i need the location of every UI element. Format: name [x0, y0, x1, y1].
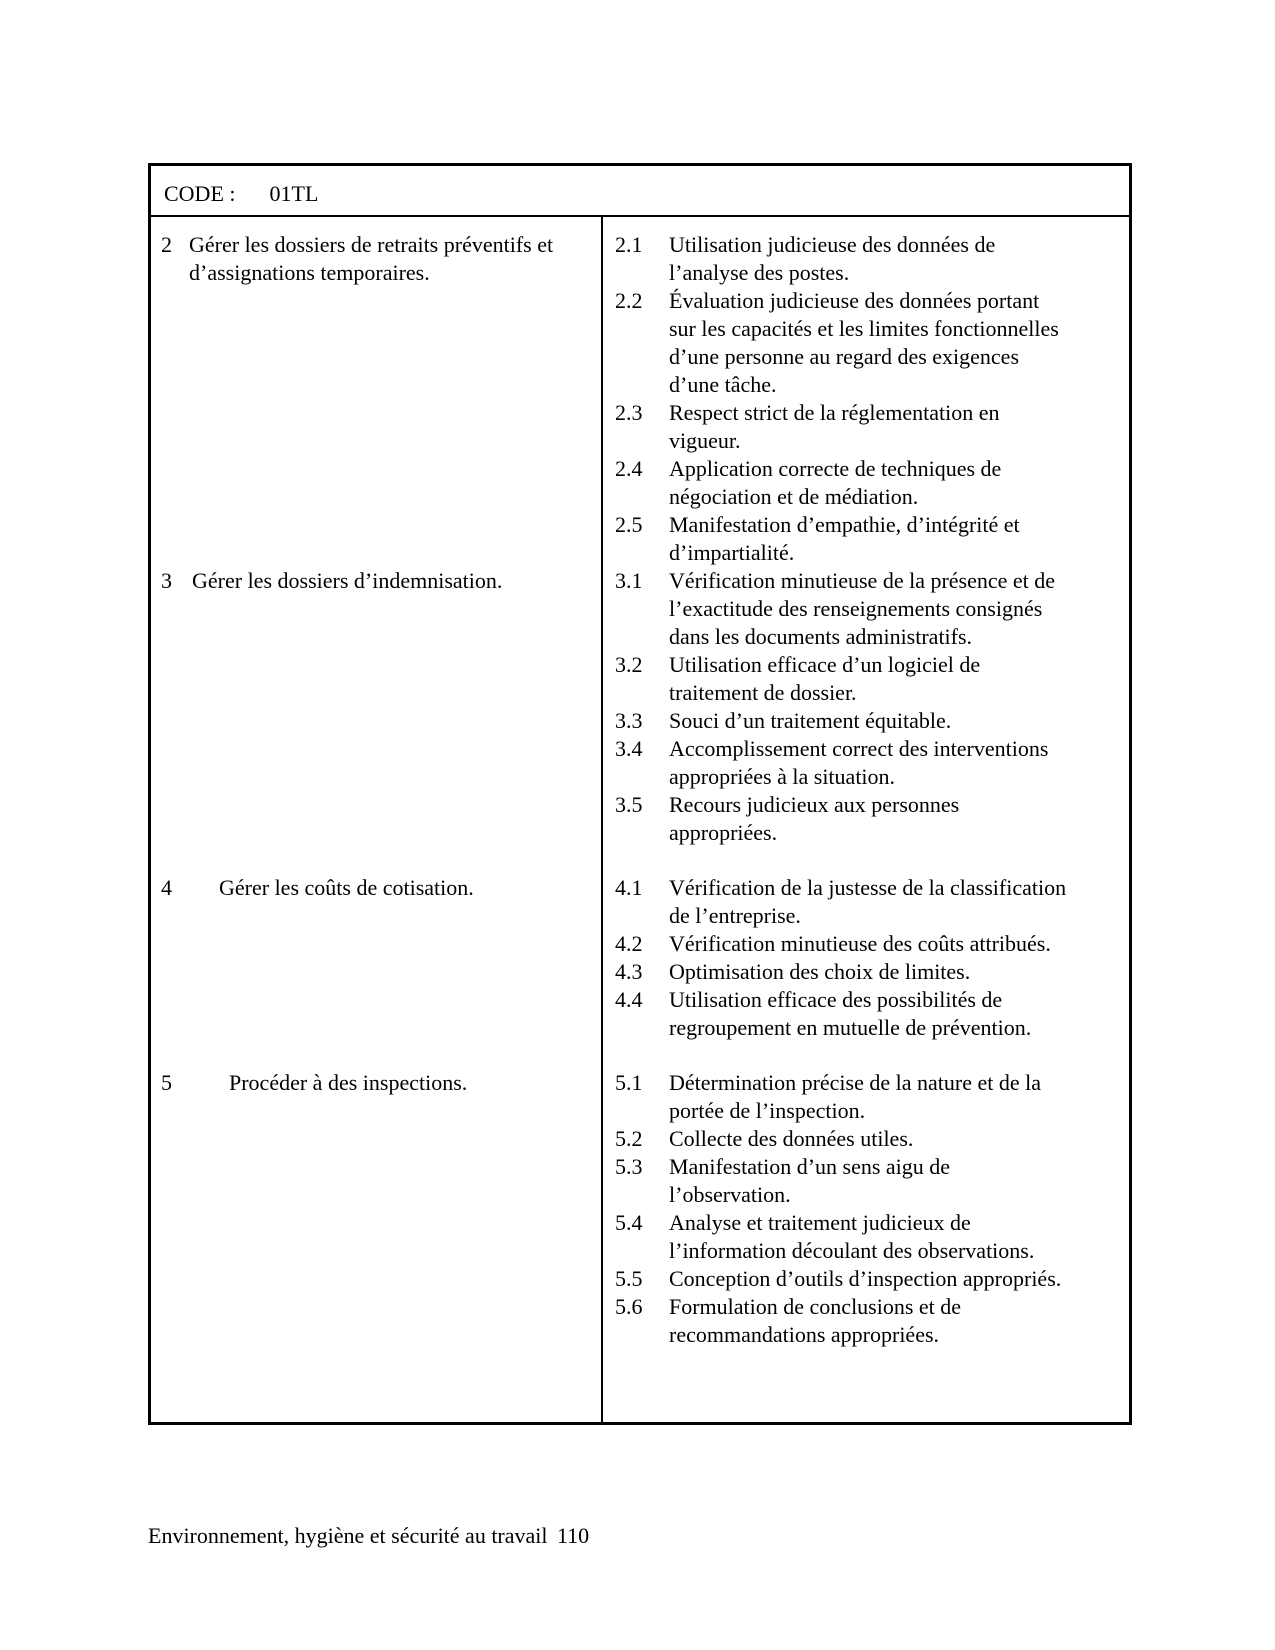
criterion-number: 3.4 — [615, 736, 643, 761]
criterion-number: 4.4 — [615, 987, 643, 1012]
criterion-text: Utilisation efficace d’un logiciel de traitement de dossier. — [669, 652, 981, 705]
criterion-text: Détermination précise de la nature et de la portée de l’inspection. — [669, 1070, 1041, 1123]
objective-text: Gérer les dossiers de retraits préventifs et d’assignations temporaires. — [189, 232, 554, 285]
criterion-item — [615, 1293, 1070, 1349]
criteria-cell — [601, 847, 1129, 1042]
criterion-number: 3.2 — [615, 652, 643, 677]
code-header-row — [151, 166, 1129, 217]
criterion-number: 3.3 — [615, 708, 643, 733]
criterion-number: 2.3 — [615, 400, 643, 425]
criterion-item — [615, 735, 1070, 791]
objective-cell — [151, 847, 601, 1042]
criterion-item — [615, 1153, 1070, 1209]
criterion-item — [615, 1069, 1070, 1125]
criterion-number: 5.4 — [615, 1210, 643, 1235]
criterion-text: Vérification minutieuse de la présence et de l’exactitude des renseignements consignés dans les documents administratifs. — [669, 568, 1056, 649]
right-column-filler — [601, 1349, 1129, 1422]
criterion-text: Analyse et traitement judicieux de l’information découlant des observations. — [669, 1210, 1035, 1263]
criterion-text: Formulation de conclusions et de recommandations appropriées. — [669, 1294, 962, 1347]
criterion-item — [615, 930, 1070, 958]
criterion-number: 4.1 — [615, 875, 643, 900]
criterion-text: Respect strict de la réglementation en vigueur. — [669, 400, 1000, 453]
criterion-number: 4.2 — [615, 931, 643, 956]
criterion-item — [615, 399, 1070, 455]
criterion-text: Collecte des données utiles. — [669, 1126, 914, 1151]
criterion-text: Accomplissement correct des interventions appropriées à la situation. — [669, 736, 1049, 789]
code-value: 01TL — [269, 181, 319, 206]
criterion-number: 2.1 — [615, 232, 643, 257]
criterion-number: 5.3 — [615, 1154, 643, 1179]
criteria-cell — [601, 567, 1129, 847]
criterion-number: 3.1 — [615, 568, 643, 593]
objective-text: Gérer les coûts de cotisation. — [219, 875, 474, 900]
criterion-text: Application correcte de techniques de négociation et de médiation. — [669, 456, 1002, 509]
criterion-number: 2.5 — [615, 512, 643, 537]
objective-number: 3 — [161, 568, 172, 593]
objective-cell — [151, 217, 601, 567]
criterion-item — [615, 707, 1070, 735]
criterion-text: Évaluation judicieuse des données portant sur les capacités et les limites fonctionnelles d’une personne au regard des exigences d’une tâche. — [669, 288, 1059, 397]
criterion-text: Optimisation des choix de limites. — [669, 959, 971, 984]
criterion-text: Vérification minutieuse des coûts attribués. — [669, 931, 1051, 956]
criterion-text: Conception d’outils d’inspection appropriés. — [669, 1266, 1062, 1291]
criteria-cell — [601, 1042, 1129, 1349]
criterion-number: 5.1 — [615, 1070, 643, 1095]
criterion-item — [615, 986, 1070, 1042]
objective-number: 2 — [161, 232, 172, 257]
criterion-item — [615, 567, 1070, 651]
criterion-item — [615, 874, 1070, 930]
criterion-text: Utilisation efficace des possibilités de regroupement en mutuelle de prévention. — [669, 987, 1032, 1040]
objective-number: 4 — [161, 875, 172, 900]
table-body — [151, 217, 1129, 1422]
criterion-number: 2.2 — [615, 288, 643, 313]
criterion-item — [615, 1265, 1070, 1293]
criterion-number: 3.5 — [615, 792, 643, 817]
criterion-item — [615, 1125, 1070, 1153]
criteria-cell — [601, 217, 1129, 567]
objective-text: Procéder à des inspections. — [229, 1070, 468, 1095]
objective-number: 5 — [161, 1070, 172, 1095]
criterion-item — [615, 651, 1070, 707]
footer-title: Environnement, hygiène et sécurité au travail — [148, 1523, 548, 1548]
criterion-item — [615, 958, 1070, 986]
page-number: 110 — [557, 1523, 590, 1548]
criterion-text: Utilisation judicieuse des données de l’analyse des postes. — [669, 232, 996, 285]
page-footer — [148, 1522, 848, 1552]
criterion-item — [615, 511, 1070, 567]
criterion-text: Vérification de la justesse de la classification de l’entreprise. — [669, 875, 1067, 928]
criterion-item — [615, 287, 1070, 399]
competency-table — [148, 163, 1132, 1425]
objective-cell — [151, 1042, 601, 1349]
criterion-text: Manifestation d’empathie, d’intégrité et d’impartialité. — [669, 512, 1020, 565]
criterion-number: 5.6 — [615, 1294, 643, 1319]
criterion-text: Manifestation d’un sens aigu de l’observation. — [669, 1154, 951, 1207]
left-column-filler — [151, 1349, 601, 1422]
objective-cell — [151, 567, 601, 847]
criterion-item — [615, 455, 1070, 511]
criterion-item — [615, 791, 1070, 847]
criterion-text: Souci d’un traitement équitable. — [669, 708, 952, 733]
objective-text: Gérer les dossiers d’indemnisation. — [192, 568, 503, 593]
criterion-number: 5.5 — [615, 1266, 643, 1291]
criterion-item — [615, 1209, 1070, 1265]
criterion-number: 4.3 — [615, 959, 643, 984]
criterion-number: 2.4 — [615, 456, 643, 481]
criterion-text: Recours judicieux aux personnes appropriées. — [669, 792, 960, 845]
criterion-number: 5.2 — [615, 1126, 643, 1151]
code-label: CODE : — [164, 181, 236, 206]
criterion-item — [615, 231, 1070, 287]
